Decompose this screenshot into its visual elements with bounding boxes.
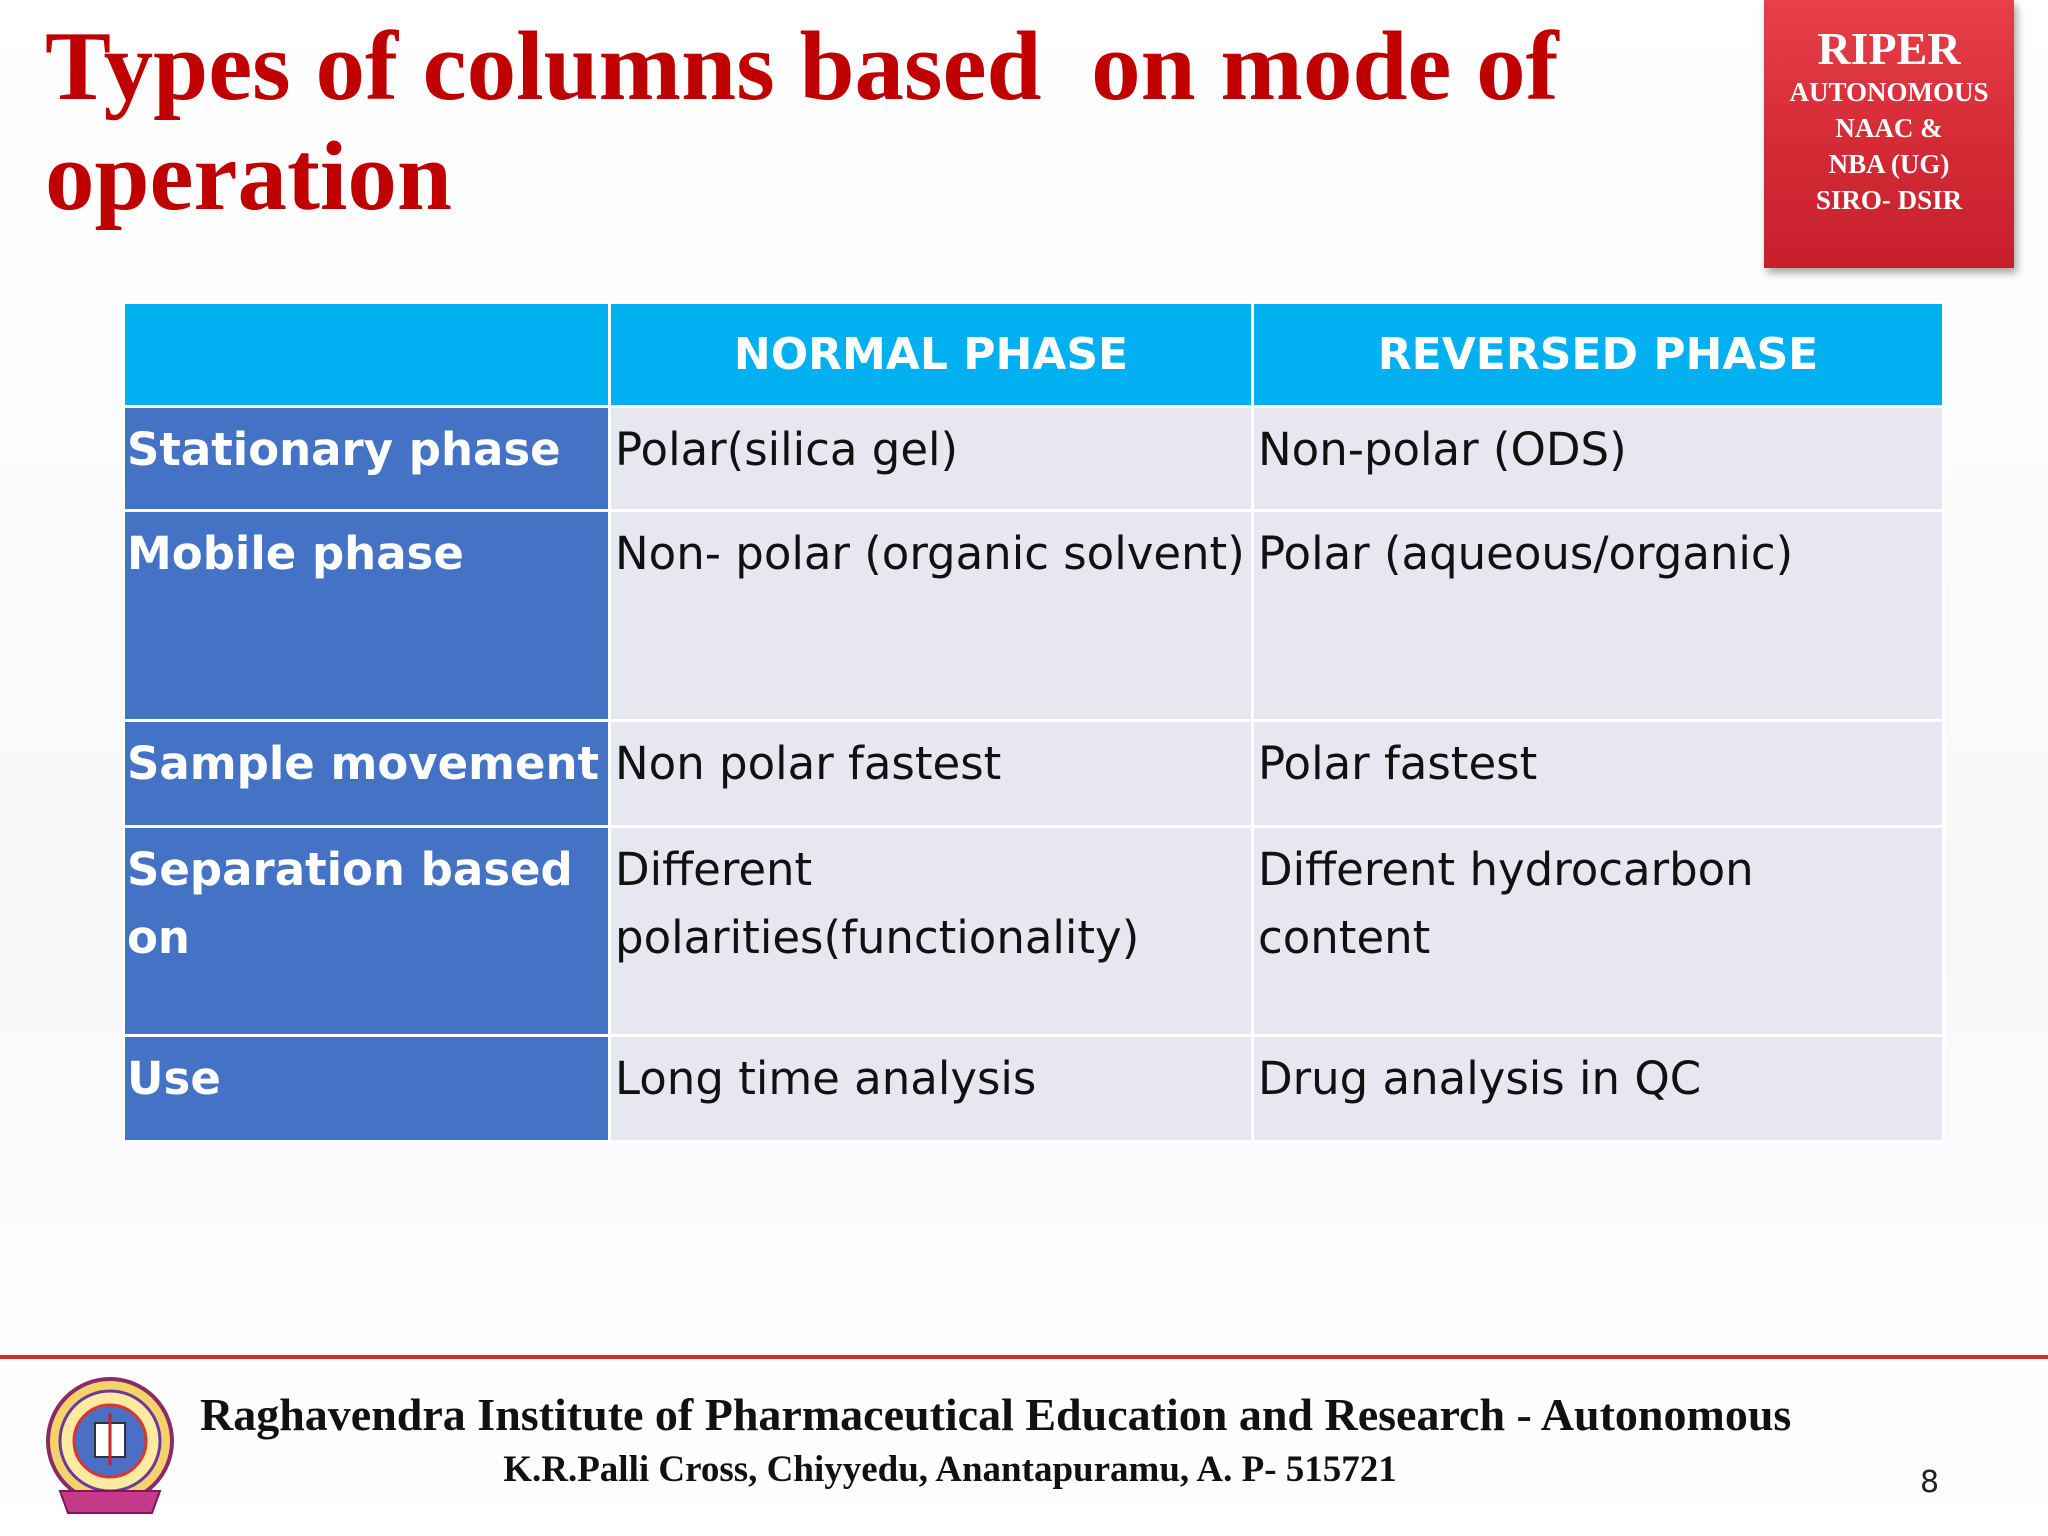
- badge-line-3: NAAC &: [1835, 113, 1943, 143]
- reversed-phase-cell: Polar fastest: [1253, 721, 1944, 827]
- normal-phase-cell: Non- polar (organic solvent): [610, 511, 1253, 721]
- table-header-row: [124, 303, 1944, 407]
- footer-divider: [0, 1355, 2048, 1359]
- header-cell-empty: [124, 303, 610, 407]
- badge-line-1: RIPER: [1817, 23, 1961, 74]
- institute-name: Raghavendra Institute of Pharmaceutical Education and Research - Autonomous: [200, 1389, 1792, 1440]
- institute-logo-seal-icon: [40, 1373, 180, 1523]
- reversed-phase-cell: Drug analysis in QC: [1253, 1036, 1944, 1142]
- page-number: 8: [1920, 1465, 1940, 1500]
- comparison-table: [122, 301, 1945, 1143]
- badge-line-4: NBA (UG): [1828, 149, 1950, 179]
- reversed-phase-cell: Polar (aqueous/organic): [1253, 511, 1944, 721]
- normal-phase-cell: Non polar fastest: [610, 721, 1253, 827]
- header-normal-phase: NORMAL PHASE: [610, 303, 1253, 407]
- normal-phase-cell: Long time analysis: [610, 1036, 1253, 1142]
- table-row: [124, 1036, 1944, 1142]
- header-reversed-phase: REVERSED PHASE: [1253, 303, 1944, 407]
- row-label: Mobile phase: [124, 511, 610, 721]
- table-row: [124, 511, 1944, 721]
- row-label: Stationary phase: [124, 407, 610, 511]
- institute-address: K.R.Palli Cross, Chiyyedu, Anantapuramu, A. P- 515721: [503, 1449, 1397, 1490]
- badge-line-2: AUTONOMOUS: [1789, 77, 1989, 107]
- row-label: Sample movement: [124, 721, 610, 827]
- table-row: [124, 827, 1944, 1036]
- reversed-phase-cell: Non-polar (ODS): [1253, 407, 1944, 511]
- row-label: Separation based on: [124, 827, 610, 1036]
- comparison-table-container: [122, 301, 1942, 1143]
- slide-title: Types of columns based on mode of operation: [45, 12, 1584, 231]
- table-row: [124, 407, 1944, 511]
- normal-phase-cell: Polar(silica gel): [610, 407, 1253, 511]
- reversed-phase-cell: Different hydrocarbon content: [1253, 827, 1944, 1036]
- row-label: Use: [124, 1036, 610, 1142]
- table-row: [124, 721, 1944, 827]
- badge-line-5: SIRO- DSIR: [1815, 185, 1963, 215]
- normal-phase-cell: Different polarities(functionality): [610, 827, 1253, 1036]
- accreditation-badge: [1764, 0, 2014, 268]
